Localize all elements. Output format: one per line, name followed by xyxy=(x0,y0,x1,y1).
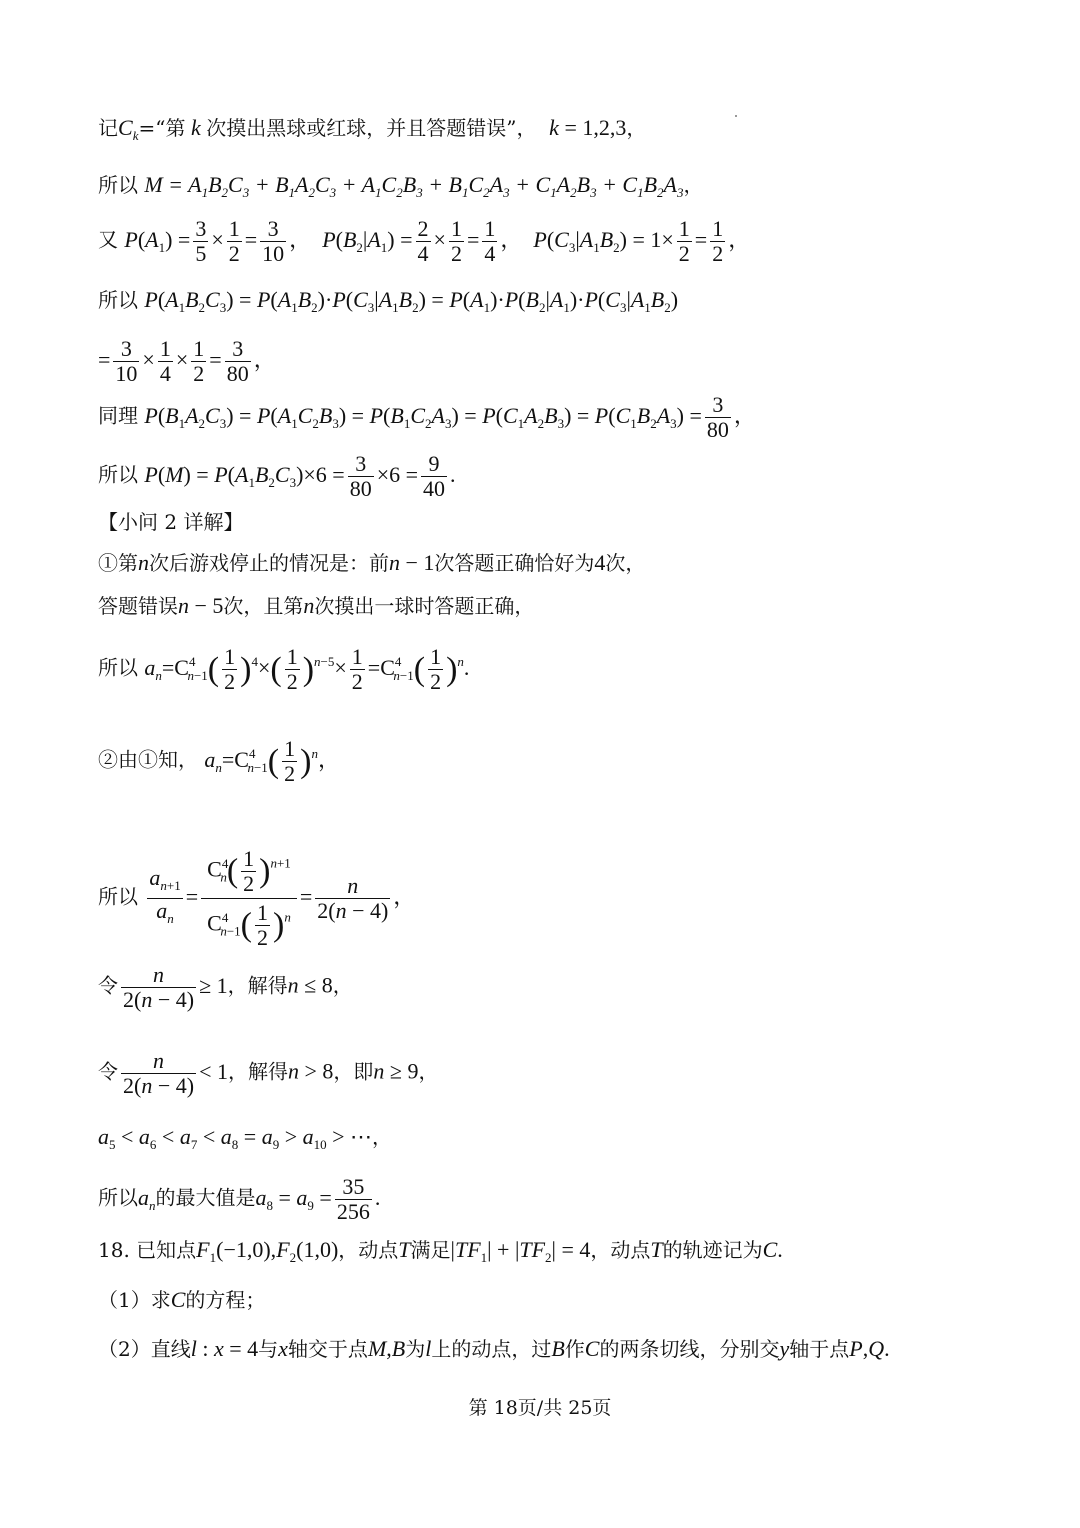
text: 与 xyxy=(258,1337,279,1361)
text: ，动点 xyxy=(590,1238,651,1262)
speck xyxy=(735,115,737,117)
text: 记 xyxy=(98,116,118,140)
line-max-value: 所以$a_n$的最大值是$a_8 = a_9$ = $\frac{35}{256}$ . xyxy=(98,1174,381,1224)
text: 答题错误 xyxy=(98,594,178,618)
text: 次，且第 xyxy=(223,594,304,618)
math-chain: $P(A_1B_2C_3) = P(A_1B_2)\cdot P(C_3|A_1B_2) = P(A_1)\cdot P(B_2|A_1)\cdot P(C_3|A_1B_2)$ xyxy=(144,287,679,315)
text: 轴交于点 xyxy=(287,1337,368,1361)
page-footer: 第 18页/共 25页 xyxy=(468,1397,612,1419)
text: ， xyxy=(418,1059,439,1084)
text: ，动点 xyxy=(338,1238,399,1262)
text: 次摸出一球时答题正确， xyxy=(314,594,535,618)
text: 所以 xyxy=(98,173,138,197)
text: 的最大值是 xyxy=(155,1185,256,1210)
question-18: 18. 已知点$F_1(-1,0),F_2(1,0)$，动点T满足$|TF_1| + |TF_2| = 4$，动点T的轨迹记为C. xyxy=(98,1237,783,1265)
text: 的轨迹记为 xyxy=(662,1238,763,1262)
text: 轴于点 xyxy=(789,1337,850,1361)
line-m-sum xyxy=(98,170,704,208)
text: 所以 xyxy=(98,884,138,909)
math-product: = $\frac{3}{10}$ × $\frac{1}{4}$ × $\frac{1}{2}$ = $\frac{3}{80}$ ， xyxy=(98,336,276,386)
text: 的两条切线，分别交 xyxy=(599,1337,780,1361)
math-ck: $C_k$ xyxy=(118,115,139,143)
text: 次摸出黑球或红球，并且答题错误”， xyxy=(206,116,537,140)
text: 次答题正确恰好为 xyxy=(434,551,595,575)
text: 令 xyxy=(98,1059,118,1084)
text: ①第 xyxy=(98,551,138,575)
text: ②由①知， xyxy=(98,747,198,772)
line-an-formula xyxy=(98,645,469,694)
math-k: k xyxy=(185,115,207,140)
line-similarly xyxy=(98,393,756,442)
math-k-range: k xyxy=(549,115,559,140)
text: 次后游戏停止的情况是：前 xyxy=(149,551,389,575)
question-18-part-2: （2）直线l : x = 4与x轴交于点M,B为l上的动点，过B作C的两条切线，分别交y轴于点P,Q. xyxy=(98,1336,890,1361)
line-inequality-ge: 令 $\frac{n}{2(n - 4)}$ ≥ 1，解得n ≤ 8， xyxy=(98,962,353,1012)
line-pm xyxy=(98,452,456,501)
math-pa1: $P(A_1)$ = $\frac{3}{5}$ × $\frac{1}{2}$ = $\frac{3}{10}$ ， $P(B_2|A_1)$ = $\frac{2}{4}$ × $\frac{1}{2}$ = $\frac{1}{4}$ ， $P(C_3|A_1B_2) = 1\times$ $\frac{1}{2}$ = $\frac{1}{2}$ ， xyxy=(124,216,751,266)
line-ck-definition: 记$C_k=“$第 k 次摸出黑球或红球，并且答题错误”， k = 1,2,3， xyxy=(98,115,647,143)
line-probabilities xyxy=(98,217,750,266)
text: 为 xyxy=(405,1337,426,1361)
line-stop-condition: ①第n次后游戏停止的情况是：前n − 1次答题正确恰好为4次， xyxy=(98,550,646,575)
line-product xyxy=(98,337,276,386)
text: ，即 xyxy=(333,1059,374,1084)
line-ratio xyxy=(98,845,415,952)
text: （1）求 xyxy=(98,1288,171,1312)
line-chain-rule xyxy=(98,285,678,323)
text: 所以 xyxy=(98,288,138,312)
text: =“第 xyxy=(138,116,186,140)
text: ， xyxy=(372,1125,393,1149)
text: 所以 xyxy=(98,1185,138,1210)
text: 所以 xyxy=(98,462,138,487)
line-sequence-order xyxy=(98,1122,392,1160)
text: 所以 xyxy=(98,655,138,680)
math-m-equation: $M = A_1B_2C_3 + B_1A_2C_3 + A_1C_2B_3 + B_1C_2A_3 + C_1A_2B_3 + C_1B_2A_3$ xyxy=(144,172,684,200)
text: 18. 已知点 xyxy=(98,1238,197,1262)
text: 作 xyxy=(564,1337,585,1361)
text: 满足 xyxy=(410,1238,451,1262)
text: ，解得 xyxy=(227,1059,288,1084)
text: ，解得 xyxy=(227,973,288,998)
math-sequence: $a_5 < a_6 < a_7 < a_8 = a_9 > a_{10}$ > ⋯ xyxy=(98,1124,373,1152)
text: ， xyxy=(626,116,647,140)
math-ratio: $\frac{a_{n+1}}{a_n}$ = $C^4_n$( $\frac{1}{2}$ )$^{n+1}$ $C^4_{n-1}$( $\frac{1}{2}$ )$^n$ = $\frac{n}{2(n - 4)}$ ， xyxy=(149,846,416,950)
line-wrong-answers: 答题错误n − 5次，且第n次摸出一球时答题正确， xyxy=(98,593,535,618)
math-similarly: $P(B_1A_2C_3) = P(A_1C_2B_3) = P(B_1C_2A_3) = P(C_1A_2B_3) = P(C_1B_2A_3)$ = $\frac{3}{80}$ ， xyxy=(144,392,756,442)
text: 的方程； xyxy=(185,1288,266,1312)
math-pm: $P(M) = P(A_1B_2C_3)\times 6$ = $\frac{3}{80}$ ×6 = $\frac{9}{40}$ . xyxy=(144,451,456,501)
line-from-1 xyxy=(98,737,340,786)
math-an-restated: $a_n=C^4_{n-1}$( $\frac{1}{2}$ )$^n$， xyxy=(204,736,340,786)
text: ， xyxy=(683,173,704,197)
line-inequality-lt: 令 $\frac{n}{2(n - 4)}$ < 1，解得n > 8，即n ≥ 9， xyxy=(98,1048,439,1098)
math-an: $a_n=C^4_{n-1}$( $\frac{1}{2}$ )$^4$×( $\frac{1}{2}$ )$^{n-5}$× $\frac{1}{2}$ $=C^4_{n-1}$( $\frac{1}{2}$ )$^n$. xyxy=(144,644,470,694)
text: 同理 xyxy=(98,403,138,428)
text: 上的动点，过 xyxy=(431,1337,552,1361)
text: 又 xyxy=(98,227,118,252)
section-heading: 【小问 2 详解】 xyxy=(98,510,244,534)
text: 令 xyxy=(98,973,118,998)
text: 次， xyxy=(605,551,646,575)
text: ， xyxy=(332,973,353,998)
question-18-part-1: （1）求C的方程； xyxy=(98,1287,266,1312)
text: （2）直线 xyxy=(98,1337,191,1361)
